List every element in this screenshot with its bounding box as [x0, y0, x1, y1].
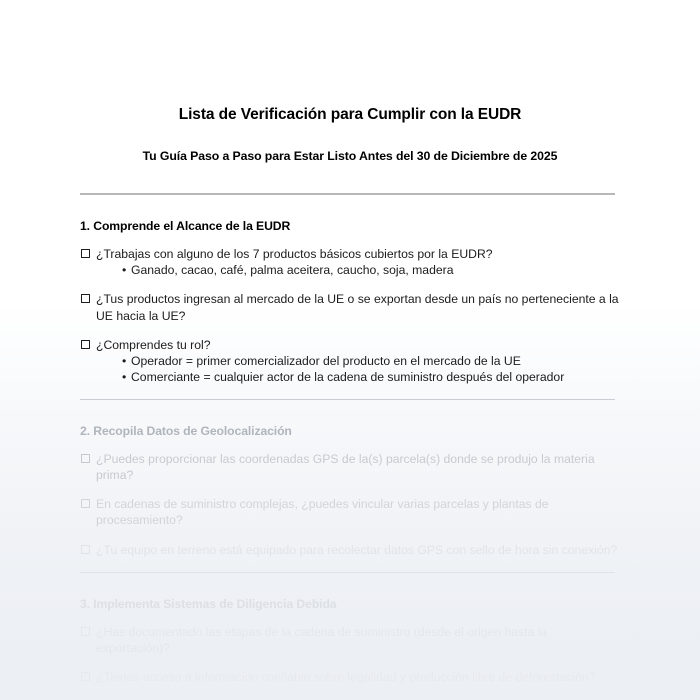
checkbox-icon[interactable]: [81, 454, 90, 463]
checklist-item[interactable]: [80, 496, 620, 528]
section-2-heading: 2. Recopila Datos de Geolocalización: [80, 424, 292, 439]
checklist-item[interactable]: [80, 246, 620, 278]
checkbox-icon[interactable]: [81, 249, 90, 258]
bullet-icon: •: [122, 369, 127, 384]
section-3: [80, 573, 620, 685]
section-2: [80, 400, 620, 557]
checklist-item-label: ¿Trabajas con alguno de los 7 productos básicos cubiertos por la EUDR?: [96, 247, 493, 262]
checklist-subitems: [98, 262, 620, 278]
checklist-item[interactable]: [80, 624, 620, 656]
checklist-item-label: ¿Tu equipo en terreno está equipado para recolectar datos GPS con sello de hora sin conexión?: [96, 542, 618, 557]
bullet-icon: •: [122, 263, 127, 278]
section-1: [80, 195, 620, 385]
section-3-heading: 3. Implementa Sistemas de Diligencia Debida: [80, 596, 337, 611]
checkbox-icon[interactable]: [81, 627, 90, 636]
checklist-item[interactable]: [80, 669, 620, 685]
checkbox-icon[interactable]: [81, 340, 90, 349]
list-item-label: Operador = primer comercializador del producto en el mercado de la UE: [131, 353, 521, 368]
list-item-label: Ganado, cacao, café, palma aceitera, caucho, soja, madera: [131, 263, 454, 278]
checklist-item[interactable]: [80, 542, 620, 558]
checklist-item-label: En cadenas de suministro complejas, ¿puedes vincular varias parcelas y plantas de procesamiento?: [96, 497, 549, 528]
checklist-item-label: ¿Tus productos ingresan al mercado de la UE o se exportan desde un país no perteneciente a la UE hacia la UE?: [96, 292, 619, 323]
list-item-label: Comerciante = cualquier actor de la cadena de suministro después del operador: [131, 369, 565, 384]
checklist-item-label: ¿Comprendes tu rol?: [96, 337, 211, 352]
checklist-subitems: [98, 353, 620, 385]
checklist-item-label: [96, 669, 620, 685]
page-subtitle: Tu Guía Paso a Paso para Estar Listo Antes del 30 de Diciembre de 2025: [142, 149, 558, 164]
section-1-heading: 1. Comprende el Alcance de la EUDR: [80, 219, 291, 234]
checklist-item-label: ¿Puedes proporcionar las coordenadas GPS de la(s) parcela(s) donde se produjo la materia prima?: [96, 452, 595, 483]
checkbox-icon[interactable]: [81, 499, 90, 508]
checklist-item[interactable]: [80, 337, 620, 386]
checklist-item[interactable]: [80, 451, 620, 483]
list-item: [122, 353, 620, 369]
checklist-item[interactable]: [80, 291, 620, 323]
checkbox-icon[interactable]: [81, 545, 90, 554]
list-item: [122, 262, 620, 278]
document-content: [80, 0, 620, 685]
checklist-item-label: ¿Has documentado las etapas de la cadena de suministro (desde el origen hasta la exportación)?: [96, 624, 548, 655]
page-title: Lista de Verificación para Cumplir con la EUDR: [178, 106, 522, 123]
checkbox-icon[interactable]: [81, 294, 90, 303]
bullet-icon: •: [122, 353, 127, 368]
checkbox-icon[interactable]: [81, 672, 90, 681]
list-item: [122, 369, 620, 385]
